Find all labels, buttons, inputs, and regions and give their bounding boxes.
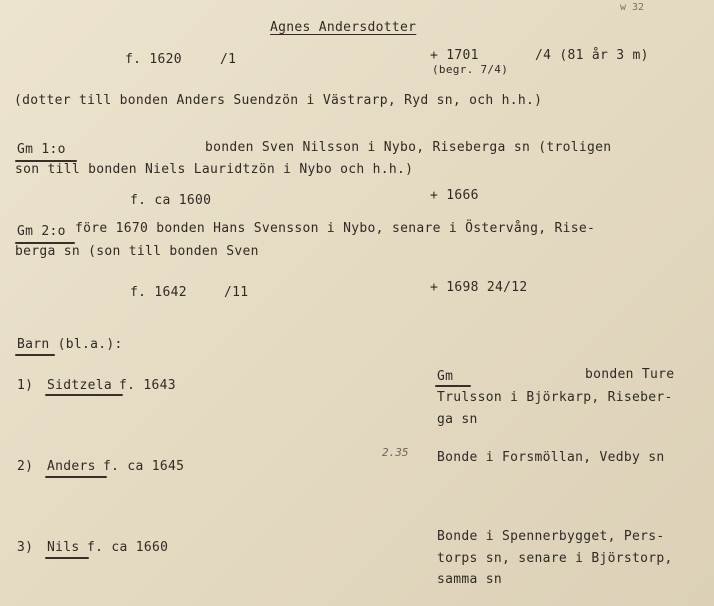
child1-note3: ga sn [437, 412, 478, 427]
marriage2-born-day: /11 [224, 285, 249, 300]
child3-name-underline [45, 557, 89, 559]
child2-note1: Bonde i Forsmöllan, Vedby sn [437, 450, 665, 465]
children-heading-underline [15, 354, 55, 356]
child2-pencil-note: 2.35 [382, 446, 409, 459]
marriage2-line2: berga sn (son till bonden Sven [15, 244, 259, 259]
child1-note1: bonden Ture [585, 367, 675, 382]
marriage1-born: f. ca 1600 [130, 193, 212, 208]
marriage2-died: + 1698 24/12 [430, 280, 528, 295]
child1-born: f. 1643 [119, 378, 176, 393]
person-died-day: /4 (81 år 3 m) [535, 48, 649, 63]
marriage1-line2: son till bonden Niels Lauridtzön i Nybo och h.h.) [15, 162, 414, 177]
marriage1-died: + 1666 [430, 188, 479, 203]
child3-note3: samma sn [437, 572, 503, 587]
marriage1-label: Gm 1:o [17, 142, 66, 157]
marriage2-label: Gm 2:o [17, 224, 66, 239]
child2-name: Anders [47, 459, 96, 474]
person-died: + 1701 [430, 48, 479, 63]
child3-name: Nils [47, 540, 80, 555]
person-buried: (begr. 7/4) [432, 63, 509, 76]
child1-name-underline [45, 394, 123, 396]
children-heading: Barn (bl.a.): [17, 337, 123, 352]
corner-mark: w 32 [620, 2, 645, 13]
person-parents-note: (dotter till bonden Anders Suendzön i Västrarp, Ryd sn, och h.h.) [14, 93, 543, 108]
child3-note1: Bonde i Spennerbygget, Pers- [437, 529, 665, 544]
child1-gm: Gm [437, 369, 454, 384]
child2-name-underline [45, 476, 107, 478]
child1-name: Sidtzela [47, 378, 113, 393]
child2-number: 2) [17, 459, 34, 474]
child3-note2: torps sn, senare i Björstorp, [437, 551, 673, 566]
child1-gm-underline [435, 385, 471, 387]
child3-number: 3) [17, 540, 34, 555]
child1-note2: Trulsson i Björkarp, Riseber- [437, 390, 673, 405]
marriage2-born: f. 1642 [130, 285, 187, 300]
child3-born: f. ca 1660 [87, 540, 169, 555]
person-born-day: /1 [220, 52, 237, 67]
child2-born: f. ca 1645 [103, 459, 185, 474]
person-born: f. 1620 [125, 52, 182, 67]
page-title: Agnes Andersdotter [270, 20, 417, 35]
child1-number: 1) [17, 378, 34, 393]
marriage2-line1: före 1670 bonden Hans Svensson i Nybo, senare i Östervång, Rise- [75, 221, 596, 236]
marriage1-line1: bonden Sven Nilsson i Nybo, Riseberga sn (troligen [205, 140, 612, 155]
